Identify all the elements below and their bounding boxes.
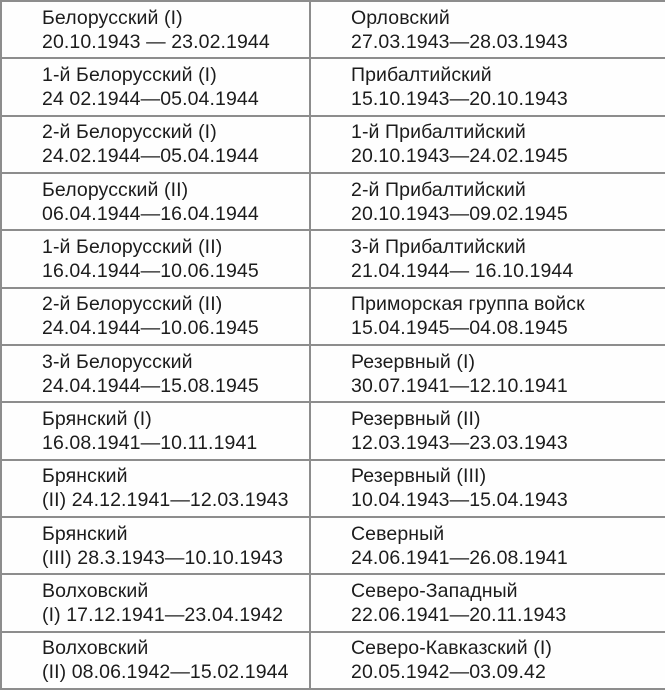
- front-name: Белорусский (I): [42, 6, 183, 29]
- table-row: [1, 517, 665, 574]
- front-name: Волховский: [42, 637, 149, 660]
- front-name: Резервный (I): [351, 350, 476, 373]
- front-cell-left: [1, 173, 310, 230]
- table-row: [1, 1, 665, 58]
- table-row: [1, 345, 665, 402]
- table-row: [1, 173, 665, 230]
- front-dates: 20.10.1943 — 23.02.1944: [42, 30, 270, 53]
- table-row: [1, 402, 665, 459]
- table-row: [1, 632, 665, 689]
- front-name: Волховский: [42, 579, 149, 602]
- front-cell-right: [310, 230, 665, 287]
- front-dates: 15.04.1945—04.08.1945: [351, 317, 568, 340]
- front-name: 1-й Белорусский (II): [42, 235, 223, 258]
- front-dates: 16.04.1944—10.06.1945: [42, 259, 259, 282]
- front-name: 2-й Белорусский (II): [42, 293, 223, 316]
- front-name: Белорусский (II): [42, 178, 189, 201]
- front-name: Орловский: [351, 6, 450, 29]
- front-dates: 24 02.1944—05.04.1944: [42, 87, 259, 110]
- front-cell-left: [1, 230, 310, 287]
- front-dates: (III) 28.3.1943—10.10.1943: [42, 546, 284, 569]
- front-dates: 22.06.1941—20.11.1943: [351, 603, 567, 626]
- front-name: Северный: [351, 522, 445, 545]
- front-name: 2-й Белорусский (I): [42, 121, 217, 144]
- table-row: [1, 58, 665, 115]
- front-name: Брянский (I): [42, 407, 152, 430]
- front-dates: 27.03.1943—28.03.1943: [351, 30, 568, 53]
- front-dates: 20.10.1943—09.02.1945: [351, 202, 568, 225]
- front-dates: (II) 08.06.1942—15.02.1944: [42, 661, 289, 684]
- front-dates: 12.03.1943—23.03.1943: [351, 431, 568, 454]
- fronts-table-body: [1, 1, 665, 689]
- front-dates: 20.10.1943—24.02.1945: [351, 145, 568, 168]
- table-row: [1, 460, 665, 517]
- front-cell-right: [310, 288, 665, 345]
- front-dates: 16.08.1941—10.11.1941: [42, 431, 258, 454]
- front-cell-right: [310, 173, 665, 230]
- table-row: [1, 230, 665, 287]
- table-row: [1, 116, 665, 173]
- front-name: 3-й Прибалтийский: [351, 235, 526, 258]
- front-cell-left: [1, 116, 310, 173]
- front-dates: 24.06.1941—26.08.1941: [351, 546, 568, 569]
- front-cell-left: [1, 460, 310, 517]
- front-name: Брянский: [42, 465, 128, 488]
- front-cell-left: [1, 517, 310, 574]
- front-dates: 15.10.1943—20.10.1943: [351, 87, 568, 110]
- front-name: Приморская группа войск: [351, 293, 585, 316]
- front-cell-right: [310, 58, 665, 115]
- front-dates: 20.05.1942—03.09.42: [351, 661, 546, 684]
- front-cell-left: [1, 402, 310, 459]
- front-name: 1-й Белорусский (I): [42, 63, 217, 86]
- front-dates: 24.04.1944—15.08.1945: [42, 374, 259, 397]
- front-dates: (I) 17.12.1941—23.04.1942: [42, 603, 284, 626]
- table-row: [1, 288, 665, 345]
- front-name: Резервный (III): [351, 465, 487, 488]
- front-dates: 06.04.1944—16.04.1944: [42, 202, 259, 225]
- front-dates: 24.02.1944—05.04.1944: [42, 145, 259, 168]
- front-cell-right: [310, 517, 665, 574]
- front-cell-left: [1, 58, 310, 115]
- front-cell-right: [310, 116, 665, 173]
- front-cell-left: [1, 1, 310, 58]
- front-dates: 24.04.1944—10.06.1945: [42, 317, 259, 340]
- front-name: Северо-Кавказский (I): [351, 637, 552, 660]
- front-cell-left: [1, 288, 310, 345]
- front-cell-left: [1, 632, 310, 689]
- front-name: Брянский: [42, 522, 128, 545]
- front-dates: 21.04.1944— 16.10.1944: [351, 259, 574, 282]
- front-cell-right: [310, 632, 665, 689]
- front-cell-right: [310, 574, 665, 631]
- front-dates: 30.07.1941—12.10.1941: [351, 374, 568, 397]
- front-cell-left: [1, 574, 310, 631]
- front-cell-right: [310, 1, 665, 58]
- front-name: 3-й Белорусский: [42, 350, 193, 373]
- front-cell-right: [310, 460, 665, 517]
- front-name: Резервный (II): [351, 407, 481, 430]
- front-cell-right: [310, 402, 665, 459]
- front-dates: (II) 24.12.1941—12.03.1943: [42, 489, 289, 512]
- front-cell-left: [1, 345, 310, 402]
- table-row: [1, 574, 665, 631]
- front-name: Прибалтийский: [351, 63, 492, 86]
- front-dates: 10.04.1943—15.04.1943: [351, 489, 568, 512]
- front-cell-right: [310, 345, 665, 402]
- front-name: 1-й Прибалтийский: [351, 121, 526, 144]
- front-name: 2-й Прибалтийский: [351, 178, 526, 201]
- front-name: Северо-Западный: [351, 579, 518, 602]
